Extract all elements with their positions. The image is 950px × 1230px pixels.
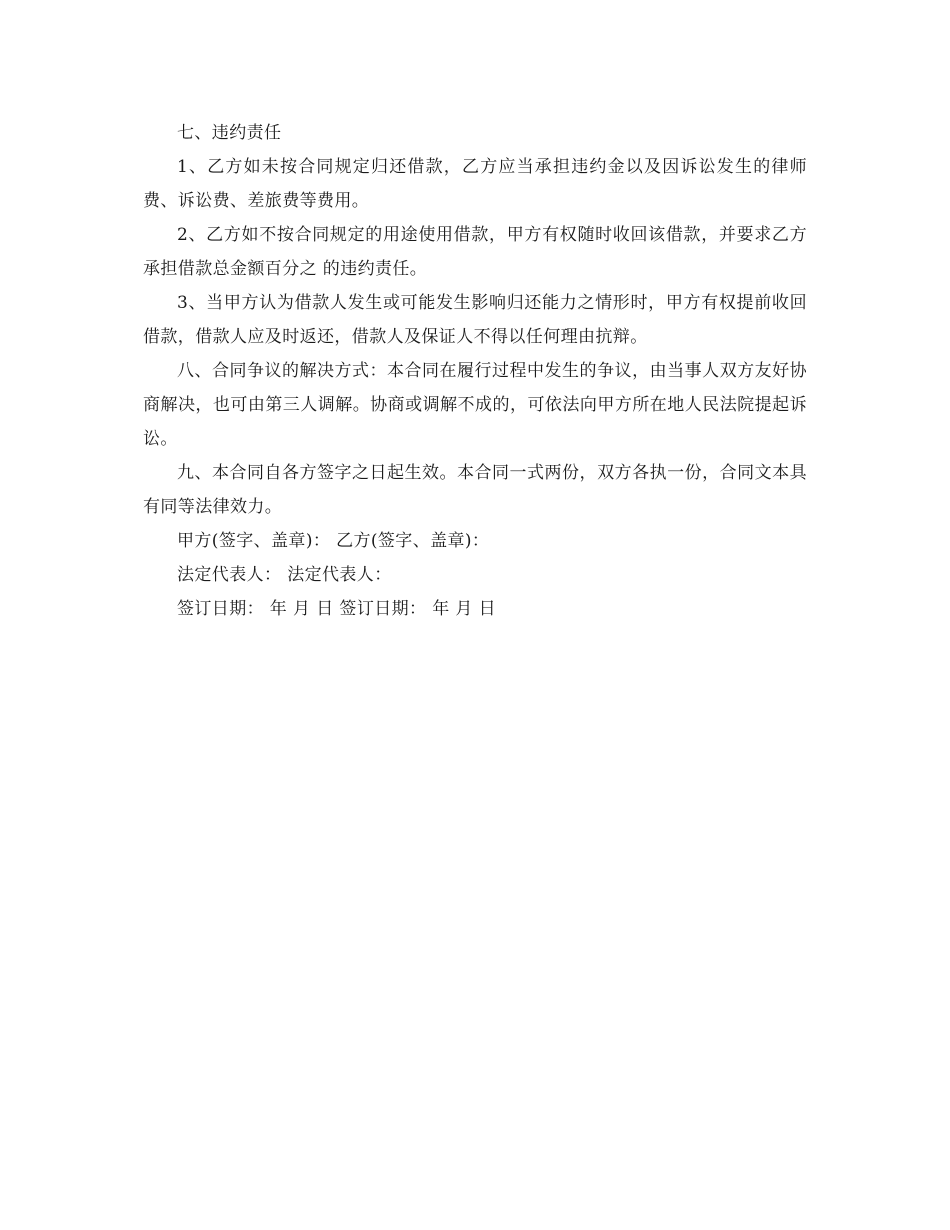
section-heading-breach-liability: 七、违约责任 <box>177 123 282 143</box>
clause-2-paragraph: 2、乙方如不按合同规定的用途使用借款，甲方有权随时收回该借款，并要求乙方承担借款总金额百分之 的违约责任。 <box>143 225 807 279</box>
signature-representatives-line: 法定代表人： 法定代表人： <box>177 565 392 585</box>
signature-dates-line: 签订日期： 年 月 日 签订日期： 年 月 日 <box>177 599 497 619</box>
clause-3-paragraph: 3、当甲方认为借款人发生或可能发生影响归还能力之情形时，甲方有权提前收回借款，借款人应及时返还，借款人及保证人不得以任何理由抗辩。 <box>143 293 807 347</box>
signature-parties-line: 甲方(签字、盖章)： 乙方(签字、盖章)： <box>177 531 490 551</box>
section-8-dispute-paragraph: 八、合同争议的解决方式：本合同在履行过程中发生的争议，由当事人双方友好协商解决，也可由第三人调解。协商或调解不成的，可依法向甲方所在地人民法院提起诉讼。 <box>143 361 807 449</box>
clause-1-paragraph: 1、乙方如未按合同规定归还借款，乙方应当承担违约金以及因诉讼发生的律师费、诉讼费、差旅费等费用。 <box>143 157 807 211</box>
document-body <box>143 116 807 626</box>
section-9-effectiveness-paragraph: 九、本合同自各方签字之日起生效。本合同一式两份，双方各执一份，合同文本具有同等法律效力。 <box>143 463 807 517</box>
